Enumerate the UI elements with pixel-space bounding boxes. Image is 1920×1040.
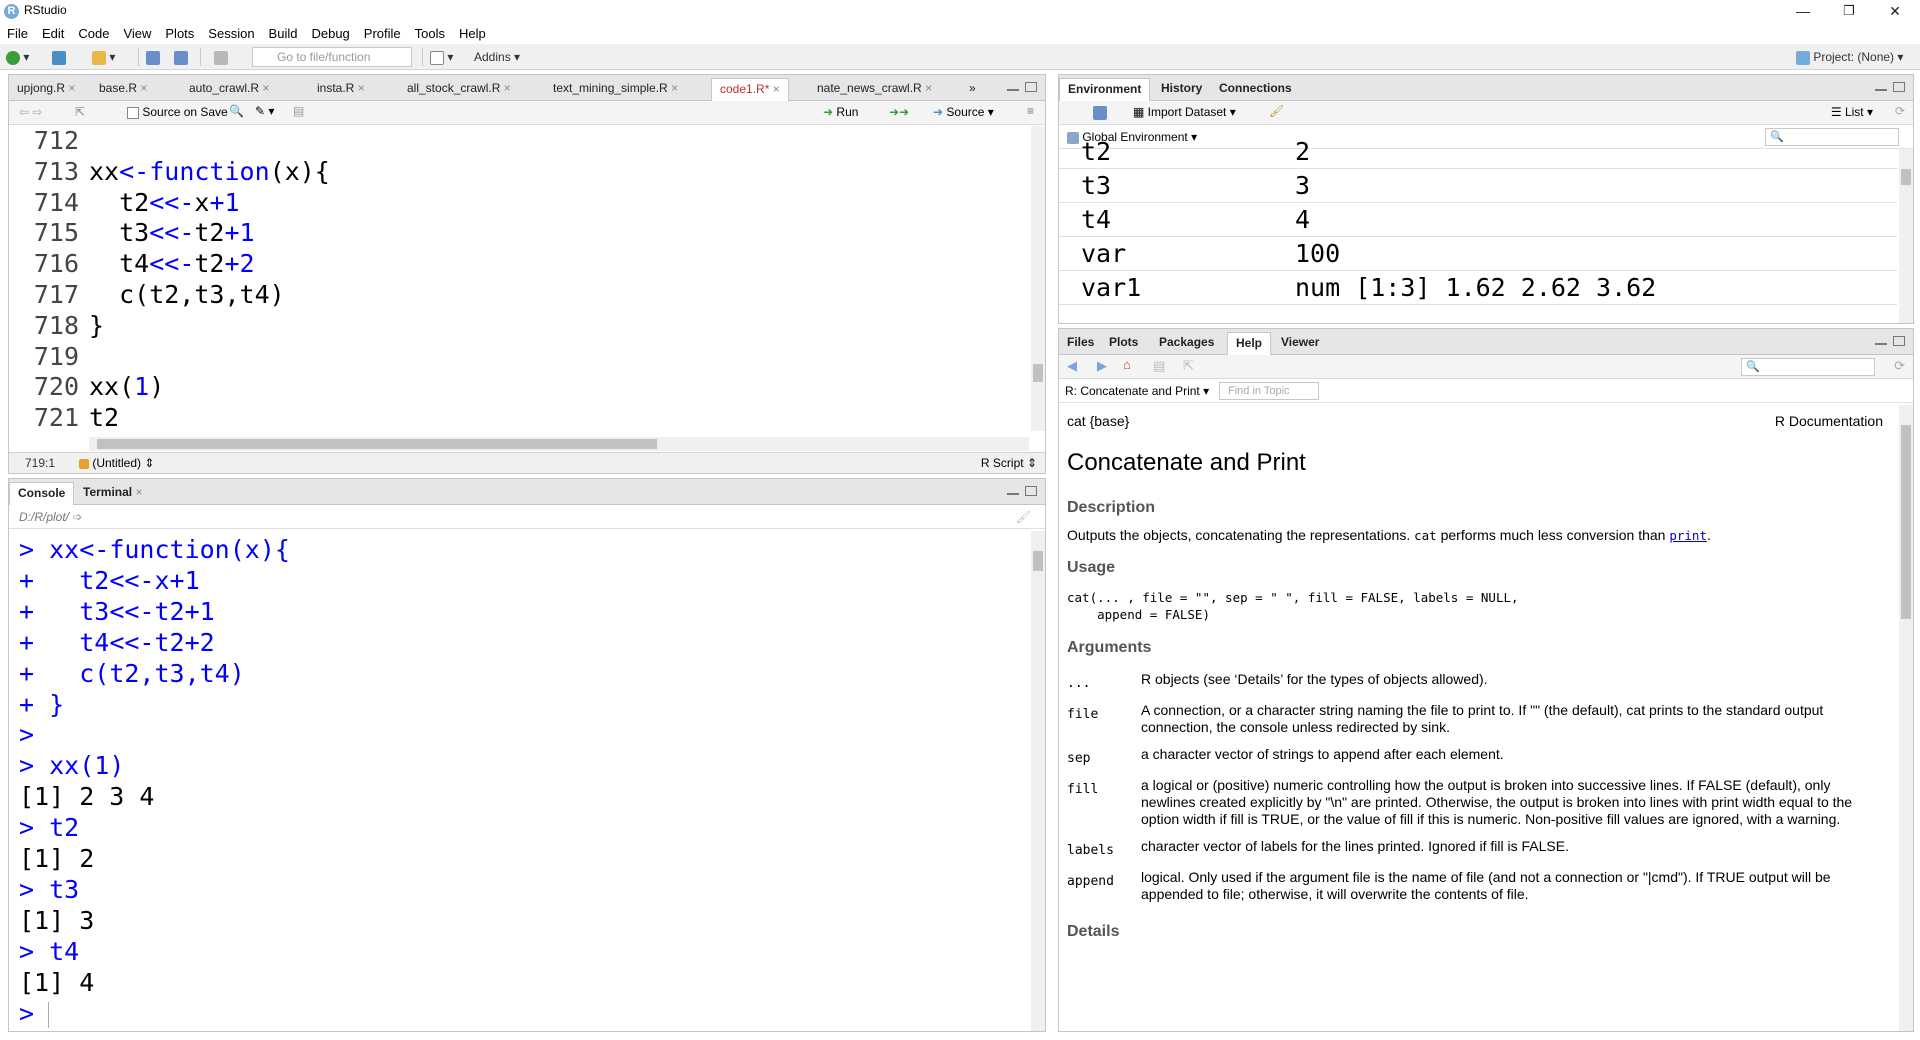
console-line [19, 751, 1029, 782]
argument-name: sep [1067, 751, 1091, 766]
environment-row[interactable] [1059, 135, 1897, 169]
tab-viewer[interactable]: Viewer [1281, 335, 1320, 349]
tab-upjong[interactable]: upjong.R × [17, 81, 76, 95]
show-in-window-icon[interactable]: ⇱ [1183, 358, 1194, 373]
load-workspace-icon[interactable] [1067, 106, 1081, 120]
console-input-text: t3 [49, 874, 80, 904]
help-content [1067, 413, 1883, 951]
console-prompt: > [19, 720, 35, 750]
menu-bar [0, 24, 1920, 44]
console-line [19, 999, 1029, 1030]
description-text: Outputs the objects, concatenating the representations. cat performs much less conversion than print. [1067, 527, 1711, 543]
argument-item [1067, 838, 1883, 859]
back-icon[interactable]: ◀ [1067, 358, 1077, 373]
editor-tab-strip [9, 75, 1045, 101]
new-project-icon[interactable] [52, 48, 66, 66]
editor-vertical-scrollbar[interactable] [1031, 126, 1045, 431]
arguments-list [1067, 671, 1883, 903]
tab-base[interactable]: base.R × [99, 81, 148, 95]
console-prompt: + [19, 627, 50, 657]
topic-dropdown[interactable]: R: Concatenate and Print ▾ [1065, 384, 1210, 398]
menu-debug[interactable]: Debug [311, 26, 350, 41]
help-topic-bar [1059, 379, 1913, 403]
tab-text-mining-simple[interactable]: text_mining_simple.R × [553, 81, 679, 95]
clear-workspace-icon[interactable]: 🖌 [1269, 104, 1285, 118]
minimize-pane-icon[interactable] [1007, 85, 1019, 91]
argument-description: A connection, or a character string naming the file to print to. If "" (the default), cat prints to the standard output connection, the console unless redirected by sink. [1141, 702, 1824, 735]
help-tab-strip [1059, 329, 1913, 355]
console-prompt: > [19, 874, 50, 904]
save-icon[interactable] [101, 106, 115, 120]
console-path-bar [9, 505, 1045, 529]
compile-report-icon[interactable]: ▤ [293, 104, 305, 118]
line-number: 718 [33, 310, 79, 340]
menu-view[interactable]: View [123, 26, 152, 41]
clear-console-icon[interactable]: 🖌 [1015, 510, 1031, 524]
environment-tab-strip [1059, 75, 1913, 101]
maximize-button[interactable]: ❐ [1843, 3, 1855, 18]
project-button[interactable]: Project: (None) ▾ [1796, 48, 1903, 66]
tab-insta[interactable]: insta.R × [317, 81, 365, 95]
code-line[interactable] [9, 157, 1029, 188]
argument-description: R objects (see ‘Details’ for the types of objects allowed). [1141, 671, 1488, 687]
code-text: t2 [89, 403, 120, 433]
environment-toolbar [1059, 101, 1913, 125]
editor-status-bar [9, 452, 1045, 473]
save-icon[interactable] [146, 48, 160, 66]
code-line[interactable] [9, 342, 1029, 373]
editor-toolbar [9, 101, 1045, 125]
code-text: xx(1) [89, 372, 165, 402]
addins-button[interactable]: Addins ▾ [474, 50, 521, 64]
console-line [19, 937, 1029, 968]
console-line [19, 906, 1029, 937]
code-line[interactable] [9, 403, 1029, 434]
menu-file[interactable]: File [7, 26, 28, 41]
console-line [19, 968, 1029, 999]
help-package: cat {base} [1067, 413, 1130, 429]
variable-name: var [1081, 239, 1127, 268]
run-button[interactable]: ➜ Run [823, 105, 859, 119]
find-in-topic-input[interactable]: Find in Topic [1219, 382, 1319, 400]
maximize-pane-icon[interactable] [1025, 82, 1037, 92]
argument-name: file [1067, 707, 1099, 722]
code-line[interactable] [9, 372, 1029, 403]
argument-description: character vector of labels for the lines printed. Ignored if fill is FALSE. [1141, 838, 1569, 854]
variable-value: num [1:3] 1.62 2.62 3.62 [1295, 273, 1657, 302]
console-prompt: > [19, 813, 50, 843]
goto-directory-icon[interactable]: ➩ [72, 510, 83, 524]
tab-packages[interactable]: Packages [1159, 335, 1215, 349]
rerun-icon[interactable]: ➜➜ [889, 105, 910, 119]
variable-name: var1 [1081, 273, 1142, 302]
help-title: Concatenate and Print [1067, 449, 1306, 476]
console-tab-strip [9, 479, 1045, 505]
minimize-pane-icon[interactable] [1007, 489, 1019, 495]
code-line[interactable] [9, 188, 1029, 219]
menu-session[interactable]: Session [208, 26, 255, 41]
import-dataset-button[interactable]: ▦ Import Dataset ▾ [1133, 105, 1236, 119]
back-icon[interactable]: ⇦ ⇨ [19, 105, 43, 119]
show-in-window-icon[interactable]: ⇱ [75, 105, 86, 119]
argument-name: ... [1067, 676, 1091, 691]
forward-icon[interactable]: ▶ [1097, 358, 1107, 373]
tab-history[interactable]: History [1161, 81, 1203, 95]
variable-value: 3 [1295, 171, 1311, 200]
refresh-icon[interactable]: ⟳ [1894, 358, 1905, 373]
console-line [19, 597, 1029, 628]
workspace-panes-icon[interactable]: ▾ [430, 48, 453, 66]
refresh-icon[interactable]: ⟳ [1894, 104, 1905, 118]
help-doc-label: R Documentation [1774, 413, 1883, 429]
outline-icon[interactable]: ≡ [1027, 104, 1035, 118]
code-line[interactable] [9, 126, 1029, 157]
line-number: 712 [33, 126, 79, 155]
console-input-text: xx(1) [49, 751, 125, 781]
code-text: xx<-function(x){ [89, 156, 330, 186]
variable-name: t2 [1081, 137, 1112, 166]
code-text: c(t2,t3,t4) [89, 279, 285, 309]
maximize-pane-icon[interactable] [1893, 82, 1905, 92]
console-output-text: [1] 3 [19, 905, 95, 935]
new-file-icon[interactable]: ▾ [6, 48, 29, 66]
line-number: 720 [33, 372, 79, 402]
title-bar [0, 0, 1920, 24]
line-number: 713 [33, 156, 79, 186]
menu-help[interactable]: Help [459, 26, 486, 41]
home-icon[interactable]: ⌂ [1123, 357, 1131, 372]
view-mode-dropdown[interactable]: ☰ List ▾ [1830, 105, 1873, 119]
help-pane [1058, 328, 1914, 1032]
tab-nate-news-crawl[interactable]: nate_news_crawl.R × [817, 81, 933, 95]
argument-description: logical. Only used if the argument file is the name of file (and not a connection or "|cmd"). If TRUE output will be appended to file; otherwise, it will overwrite the contents of file. [1141, 869, 1831, 902]
code-line[interactable] [9, 249, 1029, 280]
console-output-text: [1] 2 3 4 [19, 782, 155, 812]
console-output[interactable] [19, 535, 1029, 1030]
code-text: t2<<-x+1 [89, 187, 240, 217]
tab-environment[interactable]: Environment [1059, 78, 1150, 101]
console-line [19, 782, 1029, 813]
console-line [19, 844, 1029, 875]
argument-description: a logical or (positive) numeric controlling how the output is broken into successive lines. If FALSE (default), only newlines created explicitly by "\n" are printed. Otherwise, the output is broken into lines with print width equal to the option width if fill is TRUE, or the value of fill if this is numeric. Non-positive fill values are ignored, with a warning. [1141, 777, 1853, 827]
usage-code: cat(... , file = "", sep = " ", fill = FALSE, labels = NULL, append = FALSE) [1067, 590, 1519, 622]
source-on-save-checkbox[interactable]: Source on Save [127, 105, 228, 119]
console-output-text: [1] 4 [19, 967, 95, 997]
scope-dropdown[interactable]: Global Environment ▾ [1067, 125, 1197, 149]
menu-profile[interactable]: Profile [363, 26, 401, 41]
console-pane [8, 478, 1046, 1032]
argument-name: labels [1067, 843, 1114, 858]
arguments-heading: Arguments [1067, 639, 1152, 656]
minimize-pane-icon[interactable] [1875, 85, 1887, 91]
print-icon[interactable]: ▤ [1153, 358, 1166, 373]
argument-name: fill [1067, 782, 1099, 797]
console-output-text: [1] 2 [19, 844, 95, 874]
console-input-text: t4 [49, 936, 80, 966]
tab-terminal[interactable]: Terminal × [83, 485, 143, 499]
console-prompt: > [19, 535, 50, 564]
argument-item [1067, 702, 1883, 736]
code-text: t3<<-t2+1 [89, 218, 255, 248]
search-icon[interactable]: 🔍 [229, 104, 244, 118]
usage-heading: Usage [1067, 559, 1116, 576]
code-text: t4<<-t2+2 [89, 249, 255, 279]
environment-table [1059, 135, 1897, 305]
console-vertical-scrollbar[interactable] [1031, 531, 1045, 1031]
help-search-input[interactable]: 🔍 [1741, 358, 1875, 376]
console-line [19, 659, 1029, 690]
maximize-pane-icon[interactable] [1025, 486, 1037, 496]
tab-plots[interactable]: Plots [1109, 335, 1139, 349]
argument-item [1067, 746, 1883, 767]
console-prompt: > [19, 998, 35, 1028]
details-heading: Details [1067, 923, 1120, 940]
variable-value: 2 [1295, 137, 1311, 166]
print-icon[interactable] [214, 48, 228, 66]
menu-plots[interactable]: Plots [165, 26, 195, 41]
line-number: 714 [33, 187, 79, 217]
cursor-position: 719:1 [25, 456, 56, 470]
working-directory: D:/R/plot/ [19, 510, 70, 524]
line-number: 716 [33, 249, 79, 279]
variable-name: t4 [1081, 205, 1112, 234]
file-type-selector[interactable]: R Script ⇕ [980, 456, 1037, 470]
console-line [19, 690, 1029, 721]
line-number: 717 [33, 279, 79, 309]
tab-help[interactable]: Help [1227, 332, 1271, 355]
environment-row[interactable] [1059, 169, 1897, 203]
line-number: 721 [33, 403, 79, 433]
source-button[interactable]: ➜ Source ▾ [933, 105, 994, 119]
tab-all-stock-crawl[interactable]: all_stock_crawl.R × [407, 81, 511, 95]
argument-item [1067, 869, 1883, 903]
console-line [19, 628, 1029, 659]
window-title: RStudio [24, 3, 67, 17]
menu-code[interactable]: Code [78, 26, 110, 41]
tab-console[interactable]: Console [9, 482, 74, 505]
console-line [19, 875, 1029, 906]
console-input-text: t2<<-x+1 [49, 565, 200, 595]
code-line[interactable] [9, 311, 1029, 342]
line-number: 719 [33, 341, 79, 371]
source-editor-pane [8, 74, 1046, 474]
console-prompt: > [19, 936, 50, 966]
variable-name: t3 [1081, 171, 1112, 200]
console-prompt: + [19, 658, 50, 688]
tab-code1[interactable]: code1.R* × [711, 78, 789, 101]
console-input-text: t2 [49, 813, 80, 843]
code-text: } [89, 310, 105, 340]
environment-search-input[interactable]: 🔍 [1765, 128, 1899, 146]
editor-horizontal-scrollbar[interactable] [89, 437, 1029, 451]
console-line [19, 720, 1029, 751]
argument-description: a character vector of strings to append after each element. [1141, 746, 1504, 762]
goto-file-input[interactable]: Go to file/function [252, 47, 412, 67]
variable-value: 100 [1295, 239, 1341, 268]
variable-value: 4 [1295, 205, 1311, 234]
console-cursor [48, 1002, 49, 1028]
console-prompt: + [19, 596, 50, 626]
console-prompt: + [19, 689, 50, 719]
environment-scrollbar[interactable] [1899, 149, 1913, 323]
save-all-icon[interactable] [174, 48, 188, 66]
console-line [19, 535, 1029, 566]
console-line [19, 566, 1029, 597]
tab-auto-crawl[interactable]: auto_crawl.R × [189, 81, 270, 95]
close-button[interactable]: ✕ [1889, 3, 1901, 19]
console-line [19, 813, 1029, 844]
menu-tools[interactable]: Tools [414, 26, 445, 41]
help-toolbar [1059, 355, 1913, 379]
code-line[interactable] [9, 218, 1029, 249]
argument-name: append [1067, 874, 1114, 889]
environment-row[interactable] [1059, 203, 1897, 237]
environment-row[interactable] [1059, 237, 1897, 271]
more-tabs-icon[interactable]: » [969, 81, 976, 95]
console-prompt: + [19, 565, 50, 595]
minimize-button[interactable]: — [1796, 3, 1810, 19]
argument-item [1067, 671, 1883, 692]
environment-row[interactable] [1059, 271, 1897, 305]
tab-connections[interactable]: Connections [1219, 81, 1292, 95]
tab-files[interactable]: Files [1067, 335, 1095, 349]
code-tools-icon[interactable]: ✎ ▾ [255, 104, 275, 118]
save-workspace-icon[interactable] [1093, 106, 1107, 120]
help-scrollbar[interactable] [1899, 405, 1913, 1031]
argument-item [1067, 777, 1883, 828]
code-line[interactable] [9, 280, 1029, 311]
maximize-pane-icon[interactable] [1893, 336, 1905, 346]
menu-edit[interactable]: Edit [41, 26, 65, 41]
main-toolbar [0, 44, 1920, 70]
code-area[interactable] [9, 126, 1029, 434]
minimize-pane-icon[interactable] [1875, 339, 1887, 345]
console-input-text: t4<<-t2+2 [49, 627, 215, 657]
addins-label: Addins [474, 50, 511, 64]
open-file-icon[interactable]: ▾ [92, 48, 115, 66]
console-prompt: > [19, 751, 50, 781]
scope-selector[interactable]: (Untitled) ⇕ [79, 453, 154, 473]
rstudio-logo-icon: R [4, 4, 19, 19]
console-input-text: xx<-function(x){ [49, 535, 290, 564]
print-link[interactable]: print [1669, 528, 1707, 543]
console-input-text: t3<<-t2+1 [49, 596, 215, 626]
project-label: Project: (None) [1813, 50, 1895, 64]
menu-build[interactable]: Build [268, 26, 298, 41]
environment-pane [1058, 74, 1914, 324]
console-input-text: } [49, 689, 65, 719]
console-input-text: c(t2,t3,t4) [49, 658, 245, 688]
line-number: 715 [33, 218, 79, 248]
description-heading: Description [1067, 499, 1156, 516]
